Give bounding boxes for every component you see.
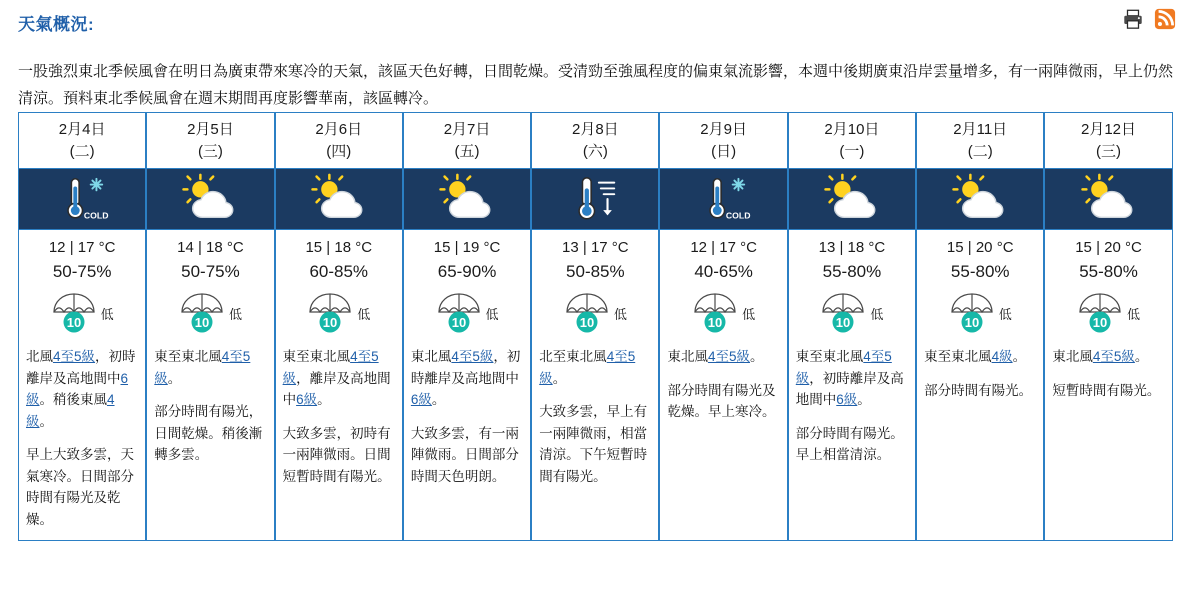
forecast-text: 東北風 xyxy=(667,349,708,364)
forecast-date-weekday: (三) xyxy=(197,143,223,160)
forecast-day-column xyxy=(788,112,916,541)
forecast-text: 大致多雲，早上有一兩陣微雨，相當清涼。下午短暫時間有陽光。 xyxy=(539,404,648,484)
forecast-text: 東至東北風 xyxy=(924,349,992,364)
wind-force-link[interactable]: 4至5級 xyxy=(154,349,251,386)
svg-text:COLD: COLD xyxy=(84,210,109,221)
forecast-date xyxy=(1045,113,1171,168)
svg-text:10: 10 xyxy=(194,315,210,330)
umbrella-icon xyxy=(564,292,610,334)
uv-index-label: 低 xyxy=(870,306,884,322)
forecast-text: 北至東北風 xyxy=(539,349,607,364)
forecast-date xyxy=(789,113,915,168)
forecast-paragraph xyxy=(26,346,138,432)
forecast-text: 。 xyxy=(552,370,567,386)
forecast-date-day: 2月10日 xyxy=(824,121,880,138)
temperature-range: 15 | 20 °C xyxy=(1075,239,1142,256)
forecast-description xyxy=(19,342,145,540)
forecast-date xyxy=(532,113,658,168)
forecast-date xyxy=(276,113,402,168)
forecast-description xyxy=(1045,342,1171,540)
forecast-date-weekday: (一) xyxy=(839,143,865,160)
uv-index-label: 低 xyxy=(485,306,499,322)
weather-icon-band xyxy=(532,168,658,230)
uv-index-label: 低 xyxy=(742,306,756,322)
umbrella-icon xyxy=(307,292,353,334)
weather-icon-band xyxy=(19,168,145,230)
wind-force-link[interactable]: 6級 xyxy=(410,392,432,407)
sun-cloud-icon xyxy=(821,173,883,225)
forecast-text: 部分時間有陽光。早上相當清涼。 xyxy=(795,425,904,462)
svg-text:10: 10 xyxy=(579,315,595,330)
forecast-paragraph xyxy=(796,423,908,466)
wind-force-link[interactable]: 4至5級 xyxy=(1092,349,1135,364)
relative-humidity: 50-75% xyxy=(52,262,112,281)
temperature-range: 15 | 19 °C xyxy=(433,239,501,256)
forecast-text: 東至東北風 xyxy=(282,349,351,364)
wind-force-link[interactable]: 4至5級 xyxy=(282,349,379,386)
uv-index-row xyxy=(532,290,658,342)
forecast-text: 。稍後東風 xyxy=(39,392,107,407)
temperature-range: 14 | 18 °C xyxy=(177,239,244,256)
umbrella-icon xyxy=(949,292,995,334)
thermometer-down-icon xyxy=(564,173,626,225)
forecast-description xyxy=(532,342,658,540)
forecast-date-day: 2月7日 xyxy=(443,121,491,138)
forecast-paragraph xyxy=(411,423,523,488)
weather-icon-band xyxy=(1045,168,1171,230)
umbrella-icon xyxy=(51,292,97,334)
relative-humidity: 40-65% xyxy=(694,262,753,281)
sun-cloud-icon xyxy=(1078,173,1140,225)
forecast-date-weekday: (六) xyxy=(582,143,608,160)
wind-force-link[interactable]: 4級 xyxy=(26,392,115,429)
uv-index-label: 低 xyxy=(100,306,114,322)
uv-index-label: 低 xyxy=(228,306,242,322)
forecast-text: 。 xyxy=(39,413,53,429)
rss-icon[interactable] xyxy=(1154,8,1176,30)
svg-text:10: 10 xyxy=(836,315,851,330)
forecast-date-day: 2月9日 xyxy=(700,121,747,138)
svg-text:10: 10 xyxy=(1092,315,1108,330)
forecast-date xyxy=(19,113,145,168)
forecast-paragraph xyxy=(1052,380,1164,402)
forecast-paragraph xyxy=(26,444,138,530)
wind-force-link[interactable]: 6級 xyxy=(296,392,318,407)
forecast-text: ，初時離岸及高地間中 xyxy=(410,349,521,386)
forecast-text: 東北風 xyxy=(410,349,452,364)
forecast-paragraph xyxy=(667,380,779,423)
relative-humidity: 60-85% xyxy=(309,262,369,281)
forecast-description xyxy=(917,342,1043,540)
svg-text:COLD: COLD xyxy=(725,210,751,221)
temperature-range: 12 | 17 °C xyxy=(690,239,757,256)
svg-text:10: 10 xyxy=(323,315,338,330)
umbrella-icon xyxy=(1077,292,1123,334)
relative-humidity: 55-80% xyxy=(950,262,1010,281)
forecast-text: 部分時間有陽光，日間乾燥。稍後漸轉多雲。 xyxy=(154,404,263,462)
forecast-day-column xyxy=(1044,112,1172,541)
forecast-date xyxy=(404,113,530,168)
relative-humidity: 55-80% xyxy=(822,262,882,281)
forecast-day-column xyxy=(531,112,659,541)
forecast-date-weekday: (四) xyxy=(326,143,352,160)
forecast-date-weekday: (日) xyxy=(711,143,737,160)
cold-thermometer-icon xyxy=(51,173,113,225)
uv-index-row xyxy=(276,290,402,342)
forecast-date-day: 2月6日 xyxy=(315,121,363,138)
forecast-date-weekday: (五) xyxy=(454,143,480,160)
forecast-grid xyxy=(18,112,1173,541)
sun-cloud-icon xyxy=(179,173,241,225)
uv-index-label: 低 xyxy=(1127,306,1141,322)
forecast-paragraph xyxy=(924,380,1036,402)
page-title: 天氣概況: xyxy=(18,15,95,34)
temperature-range: 13 | 17 °C xyxy=(562,239,629,256)
forecast-day-column xyxy=(659,112,787,541)
uv-index-row xyxy=(789,290,915,342)
forecast-date-weekday: (三) xyxy=(1096,143,1122,160)
forecast-text: 早上大致多雲，天氣寒冷。日間部分時間有陽光及乾燥。 xyxy=(26,447,134,527)
relative-humidity: 50-75% xyxy=(181,262,240,281)
forecast-paragraph xyxy=(539,401,651,487)
forecast-day-column xyxy=(916,112,1044,541)
forecast-paragraph xyxy=(796,346,908,411)
forecast-date-day: 2月4日 xyxy=(58,121,106,138)
wind-force-link[interactable]: 4至5級 xyxy=(53,349,96,364)
forecast-paragraph xyxy=(539,346,651,389)
forecast-text: 。 xyxy=(317,392,331,407)
relative-humidity: 65-90% xyxy=(437,262,497,281)
uv-index-row xyxy=(917,290,1043,342)
umbrella-icon xyxy=(179,292,225,334)
page-tools xyxy=(1122,8,1176,30)
uv-index-row xyxy=(147,290,273,342)
forecast-text: 。 xyxy=(1134,349,1149,364)
wind-force-link[interactable]: 6級 xyxy=(836,392,858,407)
forecast-text: 。 xyxy=(750,349,764,364)
weather-icon-band xyxy=(660,168,786,230)
forecast-date-day: 2月5日 xyxy=(187,121,234,138)
forecast-date xyxy=(917,113,1043,168)
forecast-description xyxy=(789,342,915,540)
wind-force-link[interactable]: 4至5級 xyxy=(451,349,494,364)
weather-summary-text: 一股強烈東北季候風會在明日為廣東帶來寒冷的天氣，該區天色好轉，日間乾燥。受清勁至強風程度的偏東氣流影響，本週中後期廣東沿岸雲量增多，有一兩陣微雨，早上仍然清涼。預料東北季候風會在週末期間再度影響華南，該區轉冷。 xyxy=(18,63,1174,107)
forecast-date-day: 2月8日 xyxy=(571,121,619,138)
forecast-description xyxy=(147,342,273,540)
sun-cloud-icon xyxy=(308,173,370,225)
forecast-date-day: 2月12日 xyxy=(1081,121,1137,138)
forecast-day-column xyxy=(18,112,146,541)
uv-index-label: 低 xyxy=(613,306,627,322)
forecast-text: 部分時間有陽光。 xyxy=(924,382,1033,398)
forecast-text: 大致多雲，有一兩陣微雨。日間部分時間天色明朗。 xyxy=(410,425,519,484)
uv-index-row xyxy=(19,290,145,342)
forecast-text: 東至東北風 xyxy=(795,349,864,364)
temperature-range: 15 | 20 °C xyxy=(946,239,1014,256)
relative-humidity: 55-80% xyxy=(1079,262,1138,281)
forecast-paragraph xyxy=(283,423,395,488)
forecast-text: 大致多雲，初時有一兩陣微雨。日間短暫時間有陽光。 xyxy=(282,425,391,484)
weather-icon-band xyxy=(276,168,402,230)
forecast-text: 。 xyxy=(431,392,446,407)
forecast-description xyxy=(276,342,402,540)
wind-force-link[interactable]: 6級 xyxy=(26,370,129,407)
sun-cloud-icon xyxy=(436,173,498,225)
forecast-text: ，離岸及高地間中 xyxy=(282,370,391,407)
wind-force-link[interactable]: 4至5級 xyxy=(795,349,892,386)
forecast-text: 。 xyxy=(857,392,871,407)
forecast-text: 。 xyxy=(167,370,182,386)
forecast-text: 短暫時間有陽光。 xyxy=(1052,382,1161,398)
forecast-day-column xyxy=(275,112,403,541)
print-icon[interactable] xyxy=(1122,8,1144,30)
uv-index-row xyxy=(1045,290,1171,342)
forecast-text: ，初時離岸及高地間中 xyxy=(26,349,136,386)
forecast-paragraph xyxy=(667,346,779,368)
weather-icon-band xyxy=(404,168,530,230)
sun-cloud-icon xyxy=(949,173,1011,225)
umbrella-icon xyxy=(692,292,738,334)
forecast-day-column xyxy=(146,112,274,541)
uv-index-row xyxy=(660,290,786,342)
wind-force-link[interactable]: 4至5級 xyxy=(539,349,636,386)
wind-force-link[interactable]: 4至5級 xyxy=(707,349,751,364)
forecast-paragraph xyxy=(154,401,266,466)
weather-icon-band xyxy=(789,168,915,230)
umbrella-icon xyxy=(436,292,482,334)
forecast-date-day: 2月11日 xyxy=(953,121,1008,138)
svg-text:10: 10 xyxy=(66,315,81,330)
uv-index-row xyxy=(404,290,530,342)
forecast-text: 。 xyxy=(1012,349,1027,364)
forecast-paragraph xyxy=(924,346,1036,368)
forecast-text: 東至東北風 xyxy=(154,349,222,364)
forecast-date-weekday: (二) xyxy=(967,143,993,160)
forecast-text: 部分時間有陽光及乾燥。早上寒冷。 xyxy=(667,382,776,419)
relative-humidity: 50-85% xyxy=(566,262,625,281)
weather-icon-band xyxy=(917,168,1043,230)
wind-force-link[interactable]: 4級 xyxy=(991,349,1013,364)
forecast-day-column xyxy=(403,112,531,541)
temperature-range: 15 | 18 °C xyxy=(305,239,373,256)
svg-text:10: 10 xyxy=(707,315,723,330)
forecast-paragraph xyxy=(154,346,266,389)
forecast-paragraph xyxy=(411,346,523,411)
forecast-paragraph xyxy=(283,346,395,411)
forecast-text: 北風 xyxy=(26,349,53,364)
forecast-text: ，初時離岸及高地間中 xyxy=(795,370,904,407)
uv-index-label: 低 xyxy=(998,306,1012,322)
forecast-paragraph xyxy=(1052,346,1164,368)
weather-icon-band xyxy=(147,168,273,230)
umbrella-icon xyxy=(820,292,866,334)
cold-thermometer-icon xyxy=(693,173,755,225)
svg-text:10: 10 xyxy=(451,315,466,330)
temperature-range: 12 | 17 °C xyxy=(48,239,116,256)
forecast-text: 東北風 xyxy=(1052,349,1093,364)
svg-text:10: 10 xyxy=(964,315,979,330)
forecast-description xyxy=(404,342,530,540)
forecast-date xyxy=(147,113,273,168)
uv-index-label: 低 xyxy=(357,306,371,322)
forecast-date-weekday: (二) xyxy=(69,143,95,160)
temperature-range: 13 | 18 °C xyxy=(818,239,886,256)
forecast-date xyxy=(660,113,786,168)
forecast-description xyxy=(660,342,786,540)
